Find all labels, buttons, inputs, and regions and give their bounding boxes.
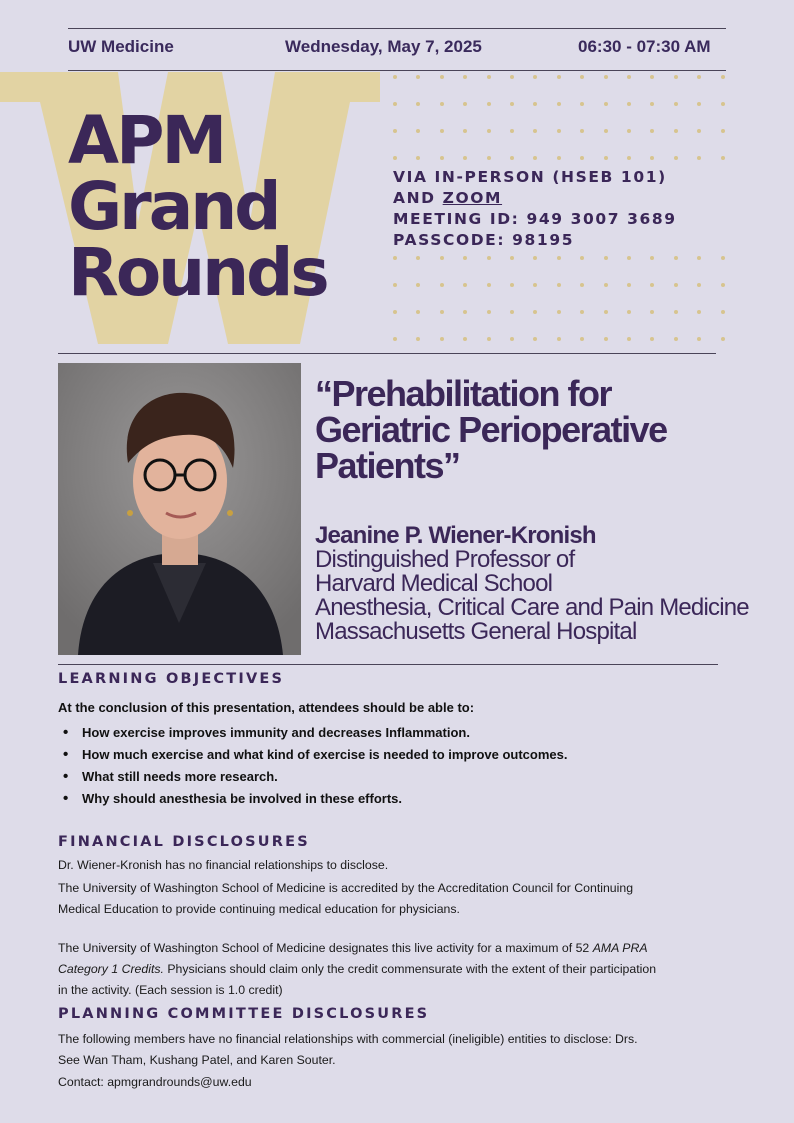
- decor-dot: [510, 129, 514, 133]
- text-segment: The University of Washington School of Medicine designates this live activity for a maximum of 52: [58, 941, 593, 955]
- decor-dot: [440, 129, 444, 133]
- decor-dot: [650, 156, 654, 160]
- decor-dot: [674, 310, 678, 314]
- speaker-portrait-illustration: [58, 363, 301, 655]
- decor-dot: [393, 129, 397, 133]
- decor-dot: [697, 337, 701, 341]
- speaker-title-line: Distinguished Professor of: [315, 546, 575, 573]
- decor-dot: [463, 102, 467, 106]
- decor-dot: [487, 102, 491, 106]
- speaker-name: Jeanine P. Wiener-Kronish: [315, 522, 596, 549]
- text-segment: Physicians should claim only the credit commensurate with the extent of their participation: [163, 962, 657, 976]
- speaker-title-line: Harvard Medical School: [315, 570, 553, 597]
- financial-p2: [58, 878, 718, 920]
- decor-dot: [440, 283, 444, 287]
- financial-p1: Dr. Wiener-Kronish has no financial relationships to disclose.: [58, 858, 389, 872]
- decor-dot: [557, 75, 561, 79]
- meeting-id: MEETING ID: 949 3007 3689: [393, 210, 677, 228]
- contact-line: Contact: apmgrandrounds@uw.edu: [58, 1075, 252, 1089]
- header-bottom-rule: [68, 70, 726, 71]
- decor-dot: [557, 102, 561, 106]
- decor-dot: [580, 283, 584, 287]
- meeting-info: [393, 167, 677, 251]
- event-title-line: APM: [68, 102, 225, 179]
- decor-dot: [650, 337, 654, 341]
- objectives-list: [63, 722, 567, 810]
- decor-dot: [487, 337, 491, 341]
- decor-dot: [697, 256, 701, 260]
- via-and-line: [393, 188, 677, 209]
- decor-dot: [580, 129, 584, 133]
- decor-dot: [393, 102, 397, 106]
- decor-dot: [627, 102, 631, 106]
- decor-dot: [674, 156, 678, 160]
- decor-dot: [580, 102, 584, 106]
- decor-dot: [721, 310, 725, 314]
- decor-dot: [557, 256, 561, 260]
- text-line: The University of Washington School of Medicine is accredited by the Accreditation Council for Continuing: [58, 881, 634, 895]
- decor-dot: [674, 129, 678, 133]
- decor-dot: [650, 75, 654, 79]
- decor-dot: [510, 156, 514, 160]
- decor-dot: [487, 75, 491, 79]
- decor-dot: [393, 310, 397, 314]
- talk-title: [315, 373, 667, 486]
- decor-dot: [416, 283, 420, 287]
- decor-dot: [416, 337, 420, 341]
- decor-dot: [487, 310, 491, 314]
- top-rule: [68, 28, 726, 29]
- decor-dot: [580, 75, 584, 79]
- decor-dot: [416, 256, 420, 260]
- talk-title-line: Geriatric Perioperative: [315, 409, 667, 450]
- decor-dot: [440, 337, 444, 341]
- decor-dot: [674, 337, 678, 341]
- event-title: [68, 102, 327, 311]
- decor-dot: [533, 337, 537, 341]
- decor-dot: [557, 156, 561, 160]
- text-line: [58, 959, 718, 980]
- event-title-line: Rounds: [68, 234, 327, 311]
- decor-dot: [463, 256, 467, 260]
- decor-dot: [440, 75, 444, 79]
- decor-dot: [604, 337, 608, 341]
- decor-dot: [627, 256, 631, 260]
- decor-dot: [533, 75, 537, 79]
- list-item: • How much exercise and what kind of exercise is needed to improve outcomes.: [63, 744, 567, 766]
- decor-dot: [650, 310, 654, 314]
- objectives-intro: At the conclusion of this presentation, attendees should be able to:: [58, 700, 475, 715]
- speaker-title-line: Anesthesia, Critical Care and Pain Medicine: [315, 594, 749, 621]
- speaker-title-line: Massachusetts General Hospital: [315, 618, 637, 645]
- decor-dot: [604, 75, 608, 79]
- decor-dot: [721, 102, 725, 106]
- objectives-heading: LEARNING OBJECTIVES: [58, 671, 285, 687]
- decor-dot: [697, 102, 701, 106]
- decor-dot: [533, 283, 537, 287]
- decor-dot: [510, 102, 514, 106]
- list-item: • What still needs more research.: [63, 766, 567, 788]
- decor-dot: [650, 129, 654, 133]
- decor-dot: [487, 156, 491, 160]
- decor-dot: [721, 129, 725, 133]
- financial-p3: [58, 938, 718, 1001]
- decor-dot: [627, 75, 631, 79]
- decor-dot: [721, 256, 725, 260]
- decor-dot: [463, 337, 467, 341]
- dot-grid-top: [393, 75, 729, 160]
- decor-dot: [416, 102, 420, 106]
- decor-dot: [533, 129, 537, 133]
- list-item: • How exercise improves immunity and decreases Inflammation.: [63, 722, 567, 744]
- zoom-link[interactable]: ZOOM: [442, 189, 503, 207]
- decor-dot: [697, 310, 701, 314]
- decor-dot: [510, 75, 514, 79]
- decor-dot: [533, 102, 537, 106]
- decor-dot: [650, 256, 654, 260]
- decor-dot: [463, 75, 467, 79]
- decor-dot: [487, 256, 491, 260]
- decor-dot: [674, 256, 678, 260]
- decor-dot: [393, 156, 397, 160]
- decor-dot: [604, 256, 608, 260]
- decor-dot: [416, 156, 420, 160]
- dot-grid-bottom: [393, 256, 729, 344]
- decor-dot: [627, 156, 631, 160]
- via-line: VIA IN-PERSON (HSEB 101): [393, 168, 667, 186]
- header-org: UW Medicine: [68, 37, 174, 56]
- section-rule: [58, 664, 718, 665]
- decor-dot: [393, 75, 397, 79]
- text-line: [58, 938, 718, 959]
- decor-dot: [674, 75, 678, 79]
- header-time: 06:30 - 07:30 AM: [578, 37, 711, 56]
- decor-dot: [604, 129, 608, 133]
- decor-dot: [463, 310, 467, 314]
- decor-dot: [510, 283, 514, 287]
- planning-p1: [58, 1029, 718, 1071]
- decor-dot: [510, 337, 514, 341]
- credit-name: AMA PRA: [592, 941, 648, 955]
- decor-dot: [604, 310, 608, 314]
- planning-heading: PLANNING COMMITTEE DISCLOSURES: [58, 1006, 430, 1022]
- financial-heading: FINANCIAL DISCLOSURES: [58, 834, 310, 850]
- decor-dot: [463, 283, 467, 287]
- decor-dot: [416, 75, 420, 79]
- decor-dot: [697, 75, 701, 79]
- passcode: PASSCODE: 98195: [393, 231, 575, 249]
- decor-dot: [697, 283, 701, 287]
- speaker-photo: [58, 363, 301, 655]
- decor-dot: [533, 310, 537, 314]
- decor-dot: [557, 129, 561, 133]
- text-line: The following members have no financial relationships with commercial (ineligible) entities to disclose: Drs.: [58, 1032, 638, 1046]
- via-and: AND: [393, 189, 443, 207]
- decor-dot: [440, 156, 444, 160]
- decor-dot: [487, 129, 491, 133]
- text-line: See Wan Tham, Kushang Patel, and Karen Souter.: [58, 1053, 336, 1067]
- decor-dot: [393, 337, 397, 341]
- decor-dot: [697, 129, 701, 133]
- talk-title-line: “Prehabilitation for: [315, 373, 612, 414]
- decor-dot: [721, 337, 725, 341]
- decor-dot: [627, 283, 631, 287]
- decor-dot: [533, 156, 537, 160]
- decor-dot: [580, 310, 584, 314]
- decor-dot: [674, 283, 678, 287]
- decor-dot: [487, 283, 491, 287]
- decor-dot: [557, 310, 561, 314]
- decor-dot: [721, 283, 725, 287]
- decor-dot: [604, 102, 608, 106]
- decor-dot: [510, 310, 514, 314]
- decor-dot: [627, 337, 631, 341]
- decor-dot: [416, 129, 420, 133]
- decor-dot: [510, 256, 514, 260]
- decor-dot: [674, 102, 678, 106]
- decor-dot: [580, 156, 584, 160]
- decor-dot: [533, 256, 537, 260]
- list-item: • Why should anesthesia be involved in these efforts.: [63, 788, 567, 810]
- decor-dot: [604, 156, 608, 160]
- decor-dot: [721, 156, 725, 160]
- decor-dot: [416, 310, 420, 314]
- decor-dot: [393, 256, 397, 260]
- text-line: in the activity. (Each session is 1.0 credit): [58, 983, 283, 997]
- decor-dot: [393, 283, 397, 287]
- decor-dot: [463, 129, 467, 133]
- decor-dot: [580, 337, 584, 341]
- decor-dot: [697, 156, 701, 160]
- decor-dot: [440, 256, 444, 260]
- decor-dot: [580, 256, 584, 260]
- decor-dot: [721, 75, 725, 79]
- decor-dot: [650, 283, 654, 287]
- event-title-line: Grand: [68, 168, 279, 245]
- decor-dot: [440, 102, 444, 106]
- credit-name: Category 1 Credits.: [58, 962, 164, 976]
- decor-dot: [627, 129, 631, 133]
- decor-dot: [650, 102, 654, 106]
- section-rule: [58, 353, 716, 354]
- decor-dot: [557, 283, 561, 287]
- decor-dot: [557, 337, 561, 341]
- decor-dot: [463, 156, 467, 160]
- text-line: Medical Education to provide continuing medical education for physicians.: [58, 902, 460, 916]
- decor-dot: [604, 283, 608, 287]
- header-date: Wednesday, May 7, 2025: [285, 37, 482, 56]
- talk-title-line: Patients”: [315, 445, 460, 486]
- decor-dot: [440, 310, 444, 314]
- decor-dot: [627, 310, 631, 314]
